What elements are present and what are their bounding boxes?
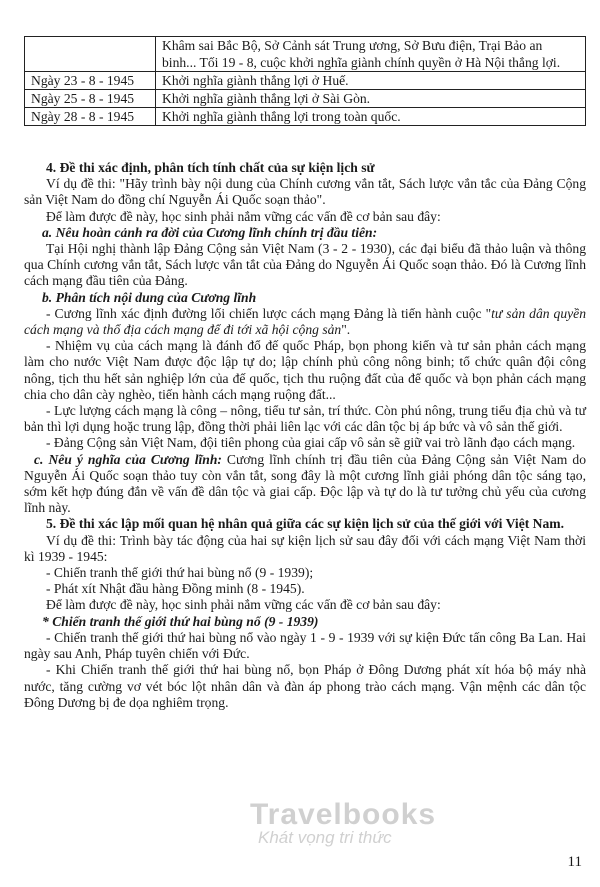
table-cell-event: Khâm sai Bắc Bộ, Sở Cảnh sát Trung ương, Sở Bưu điện, Trại Bảo an binh... Tối 19 - 8, cuộc khởi nghĩa giành chính quyền ở Hà Nội thắng lợi. [156,37,586,72]
section-4-heading: 4. Đề thi xác định, phân tích tính chất của sự kiện lịch sử [46,160,375,175]
body-text [24,160,586,711]
section-4b-paragraph-1 [24,306,586,338]
watermark-brand: Travelbooks [250,798,437,831]
table-cell-date [25,37,156,72]
section-4-requirement: Để làm được đề này, học sinh phải nắm vững các vấn đề cơ bản sau đây: [46,208,441,224]
section-4b-paragraph-3: - Lực lượng cách mạng là công – nông, tiểu tư sản, trí thức. Còn phú nông, trung tiểu địa chủ và tư bản thì lợi dụng hoặc trung lập, đồng thời phải liên lạc với các dân tộc bị áp bức và vô sản thế giới. [24,403,586,435]
table-row [25,37,586,72]
section-5-subheading: * Chiến tranh thế giới thứ hai bùng nổ (9 - 1939) [42,613,319,629]
table-cell-date: Ngày 23 - 8 - 1945 [25,72,156,90]
section-5-paragraph-1: - Chiến tranh thế giới thứ hai bùng nổ vào ngày 1 - 9 - 1939 với sự kiện Đức tấn công Ba Lan. Hai ngày sau Anh, Pháp tuyên chiến với Đức. [24,629,586,662]
table-row [25,90,586,108]
section-5-requirement: Để làm được đề này, học sinh phải nắm vững các vấn đề cơ bản sau đây: [46,597,441,613]
section-4c-paragraph [24,452,586,517]
section-4a-title: a. Nêu hoàn cảnh ra đời của Cương lĩnh chính trị đầu tiên: [42,224,378,240]
table-cell-event: Khởi nghĩa giành thắng lợi ở Huế. [156,72,586,90]
table-cell-event: Khởi nghĩa giành thắng lợi ở Sài Gòn. [156,90,586,108]
watermark-slogan: Khát vọng tri thức [258,828,392,847]
table-cell-date: Ngày 25 - 8 - 1945 [25,90,156,108]
section-5-item-2: - Phát xít Nhật đầu hàng Đồng minh (8 - 1945). [46,581,305,597]
section-4b-title: b. Phân tích nội dung của Cương lĩnh [42,289,257,305]
section-4b-paragraph-4: - Đảng Cộng sản Việt Nam, đội tiên phong của giai cấp vô sản sẽ giữ vai trò lãnh đạo cách mạng. [46,435,576,451]
table-cell-event: Khởi nghĩa giành thắng lợi trong toàn quốc. [156,108,586,126]
table-cell-date: Ngày 28 - 8 - 1945 [25,108,156,126]
section-5-paragraph-2: - Khi Chiến tranh thế giới thứ hai bùng nổ, bọn Pháp ở Đông Dương phát xít hóa bộ máy nhà nước, tăng cường vơ vét bóc lột nhân dân và đàn áp phong trào cách mạng. Vận mệnh các dân tộc Đông Dương bị đe dọa nghiêm trọng. [24,662,586,710]
page-number: 11 [567,854,582,870]
section-5-item-1: - Chiến tranh thế giới thứ hai bùng nổ (9 - 1939); [46,565,314,581]
section-4c-text: Cương lĩnh chính trị đầu tiên của Đảng Cộng sản Việt Nam do Nguyễn Ái Quốc soạn thảo tuy còn vắn tắt, song đây là một cương lĩnh giải phóng dân tộc sáng tạo, sớm kết hợp đúng đắn về vấn đề dân tộc và giai cấp. Độc lập và tự do là tư tưởng chủ yếu của cương lĩnh này. [24,451,586,516]
table-row [25,72,586,90]
section-4a-text: Tại Hội nghị thành lập Đảng Cộng sản Việt Nam (3 - 2 - 1930), các đại biểu đã thảo luận và thông qua Chính cương vắn tắt, Sách lược vắn tắt của Đảng do Nguyễn Ái Quốc soạn thảo. Đó là Cương lĩnh cách mạng đầu tiên của Đảng. [24,241,586,289]
watermark [250,798,510,848]
section-4b-paragraph-2: - Nhiệm vụ của cách mạng là đánh đổ đế quốc Pháp, bọn phong kiến và tư sản phản cách mạng làm cho nước Việt Nam được độc lập tự do; lập chính phủ công nông binh; tổ chức quân đội công nông, tịch thu hết sản nghiệp lớn của đế quốc, tịch thu ruộng đất của đế quốc và bọn phản cách mạng chia cho dân cày nghèo, tiến hành cách mạng ruộng đất... [24,338,586,402]
section-4-example: Ví dụ đề thi: "Hãy trình bày nội dung của Chính cương vắn tắt, Sách lược vắn tắc của Đảng Cộng sản Việt Nam do đồng chí Nguyễn Ái Quốc soạn thảo". [24,176,586,208]
table-row [25,108,586,126]
paragraph-text: - Cương lĩnh xác định đường lối chiến lược cách mạng Đảng là tiến hành cuộc " [46,305,492,321]
paragraph-text: ". [341,322,351,338]
quoted-italic-text: tư sản dân quyền cách mạng và thổ địa cách mạng để đi tới xã hội cộng sản [24,305,586,338]
section-5-example: Ví dụ đề thi: Trình bày tác động của hai sự kiện lịch sử sau đây đối với cách mạng Việt Nam thời kì 1939 - 1945: [24,532,586,564]
section-5-heading: 5. Đề thi xác lập mối quan hệ nhân quả giữa các sự kiện lịch sử của thế giới với Việt Nam. [46,516,564,532]
section-4c-title: c. Nêu ý nghĩa của Cương lĩnh: [34,451,222,467]
events-table [24,36,586,126]
